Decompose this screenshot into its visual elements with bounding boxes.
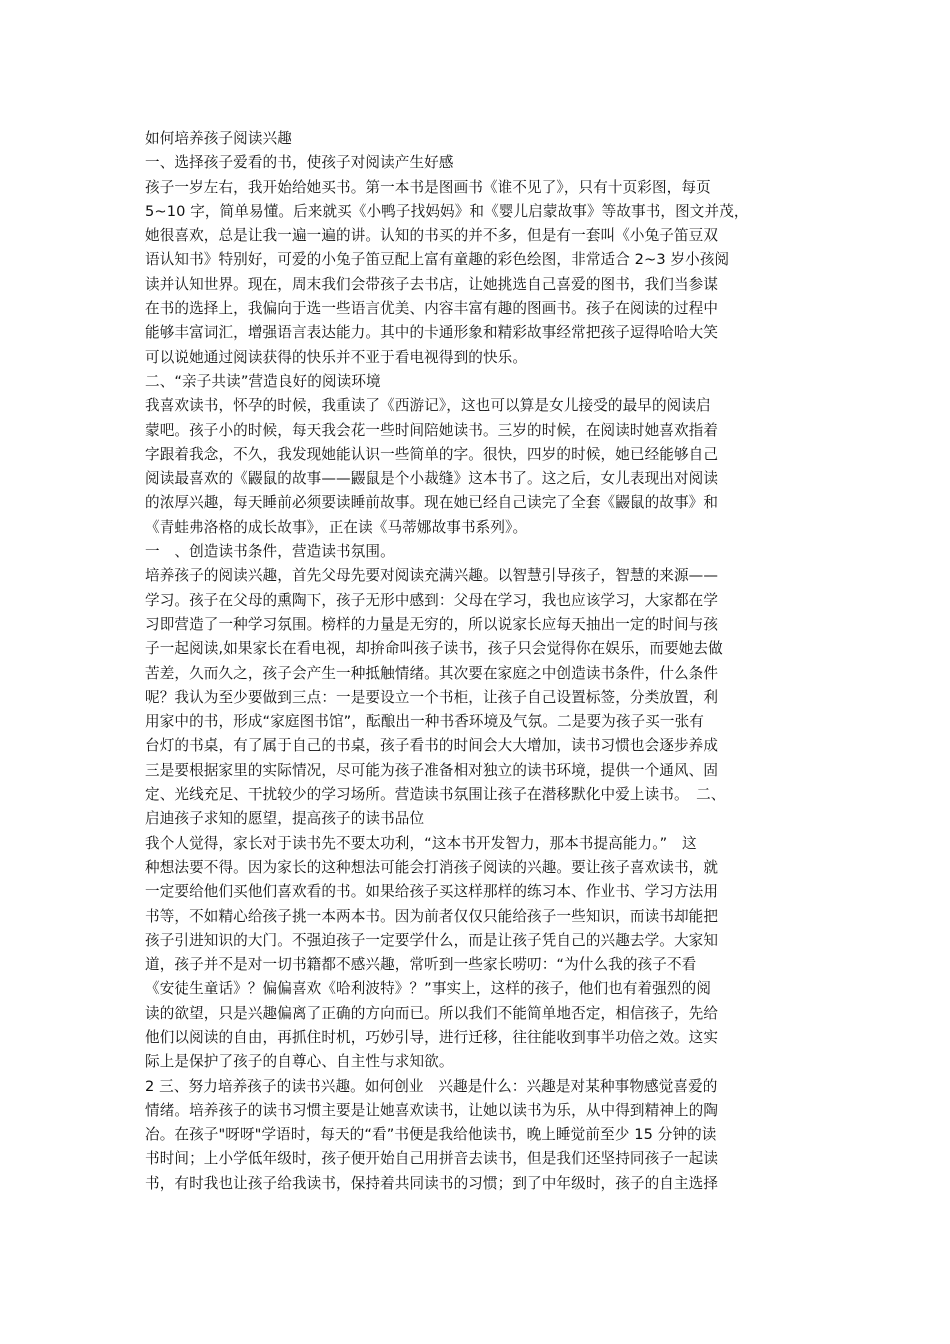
- text-line: 字跟着我念，不久，我发现她能认识一些简单的字。很快，四岁的时候，她已经能够自己: [145, 445, 719, 463]
- text-line: 台灯的书桌，有了属于自己的书桌，孩子看书的时间会大大增加，读书习惯也会逐步养成: [145, 737, 719, 755]
- text-line: 她很喜欢，总是让我一遍一遍的讲。认知的书买的并不多，但是有一套叫《小兔子笛豆双: [145, 227, 719, 245]
- text-line: 5~10 字，简单易懂。后来就买《小鸭子找妈妈》和《婴儿启蒙故事》等故事书，图文并茂，: [145, 202, 749, 220]
- text-line: 他们以阅读的自由，再抓住时机，巧妙引导，进行迁移，往往能收到事半功倍之效。这实: [145, 1028, 719, 1046]
- text-line: 能够丰富词汇，增强语言表达能力。其中的卡通形象和精彩故事经常把孩子逗得哈哈大笑: [145, 324, 719, 342]
- text-line: 用家中的书，形成“家庭图书馆”，酝酿出一种书香环境及气氛。二是要为孩子买一张有: [145, 713, 704, 731]
- text-line: 孩子引进知识的大门。不强迫孩子一定要学什么，而是让孩子凭自己的兴趣去学。大家知: [145, 931, 719, 949]
- text-line: 读的欲望，只是兴趣偏离了正确的方向而已。所以我们不能简单地否定，相信孩子，先给: [145, 1004, 719, 1022]
- text-line: 2 三、努力培养孩子的读书兴趣。如何创业 兴趣是什么：兴趣是对某种事物感觉喜爱的: [145, 1077, 718, 1095]
- text-line: 语认知书》特别好，可爱的小兔子笛豆配上富有童趣的彩色绘图，非常适合 2~3 岁小孩阅: [145, 251, 730, 269]
- text-line: 我喜欢读书，怀孕的时候，我重读了《西游记》，这也可以算是女儿接受的最早的阅读启: [145, 397, 711, 415]
- text-line: 《青蛙弗洛格的成长故事》，正在读《马蒂娜故事书系列》。: [145, 518, 528, 536]
- text-line: 苦差，久而久之，孩子会产生一种抵触情绪。其次要在家庭之中创造读书条件，什么条件: [145, 664, 719, 682]
- text-line: 书，有时我也让孩子给我读书，保持着共同读书的习惯；到了中年级时，孩子的自主选择: [145, 1174, 719, 1192]
- text-line: 一定要给他们买他们喜欢看的书。如果给孩子买这样那样的练习本、作业书、学习方法用: [145, 883, 719, 901]
- text-line: 孩子一岁左右，我开始给她买书。第一本书是图画书《谁不见了》，只有十页彩图，每页: [145, 178, 711, 196]
- text-line: 在书的选择上，我偏向于选一些语言优美、内容丰富有趣的图画书。孩子在阅读的过程中: [145, 300, 719, 318]
- text-line: 启迪孩子求知的愿望，提高孩子的读书品位: [145, 810, 425, 828]
- text-line: 一、选择孩子爱看的书，使孩子对阅读产生好感: [145, 154, 454, 172]
- document-body: [145, 127, 821, 1196]
- text-line: 冶。在孩子"呀呀"学语时，每天的“看”书便是我给他读书，晚上睡觉前至少 15 分钟的读: [145, 1126, 717, 1144]
- text-line: 定、光线充足、干扰较少的学习场所。营造读书氛围让孩子在潜移默化中爱上读书。 二、: [145, 786, 726, 804]
- text-line: 可以说她通过阅读获得的快乐并不亚于看电视得到的快乐。: [145, 348, 528, 366]
- text-line: 读并认知世界。现在，周末我们会带孩子去书店，让她挑选自己喜爱的图书，我们当参谋: [145, 275, 719, 293]
- text-line: 一 、创造读书条件，营造读书氛围。: [145, 543, 395, 561]
- text-line: 际上是保护了孩子的自尊心、自主性与求知欲。: [145, 1053, 454, 1071]
- text-line: 书等，不如精心给孩子挑一本两本书。因为前者仅仅只能给孩子一些知识，而读书却能把: [145, 907, 719, 925]
- text-line: 阅读最喜欢的《鼹鼠的故事——鼹鼠是个小裁缝》这本书了。这之后，女儿表现出对阅读: [145, 470, 719, 488]
- text-line: 蒙吧。孩子小的时候，每天我会花一些时间陪她读书。三岁的时候，在阅读时她喜欢指着: [145, 421, 719, 439]
- text-line: 情绪。培养孩子的读书习惯主要是让她喜欢读书，让她以读书为乐，从中得到精神上的陶: [145, 1101, 719, 1119]
- text-line: 道，孩子并不是对一切书籍都不感兴趣，常听到一些家长唠叨：“为什么我的孩子不看: [145, 956, 697, 974]
- document-title: 如何培养孩子阅读兴趣: [145, 130, 292, 147]
- text-line: 的浓厚兴趣，每天睡前必须要读睡前故事。现在她已经自己读完了全套《鼹鼠的故事》和: [145, 494, 719, 512]
- text-line: 子一起阅读,如果家长在看电视，却拚命叫孩子读书，孩子只会觉得你在娱乐，而要她去做: [145, 640, 723, 658]
- text-line: 我个人觉得，家长对于读书先不要太功利，“这本书开发智力，那本书提高能力。” 这: [145, 834, 697, 852]
- text-line: 学习。孩子在父母的熏陶下，孩子无形中感到：父母在学习，我也应该学习，大家都在学: [145, 591, 719, 609]
- text-line: 习即营造了一种学习氛围。榜样的力量是无穷的，所以说家长应每天抽出一定的时间与孩: [145, 615, 719, 633]
- text-line: 呢？我认为至少要做到三点：一是要设立一个书柜，让孩子自己设置标签，分类放置，利: [145, 688, 719, 706]
- text-line: 二、“亲子共读”营造良好的阅读环境: [145, 372, 381, 390]
- text-line: 三是要根据家里的实际情况，尽可能为孩子准备相对独立的读书环境，提供一个通风、固: [145, 761, 719, 779]
- text-line: 《安徒生童话》？偏偏喜欢《哈利波特》？”事实上，这样的孩子，他们也有着强烈的阅: [145, 980, 712, 998]
- text-line: 培养孩子的阅读兴趣，首先父母先要对阅读充满兴趣。以智慧引导孩子，智慧的来源——: [145, 567, 719, 585]
- text-line: 种想法要不得。因为家长的这种想法可能会打消孩子阅读的兴趣。要让孩子喜欢读书，就: [145, 858, 719, 876]
- text-line: 书时间；上小学低年级时，孩子便开始自己用拼音去读书，但是我们还坚持同孩子一起读: [145, 1150, 719, 1168]
